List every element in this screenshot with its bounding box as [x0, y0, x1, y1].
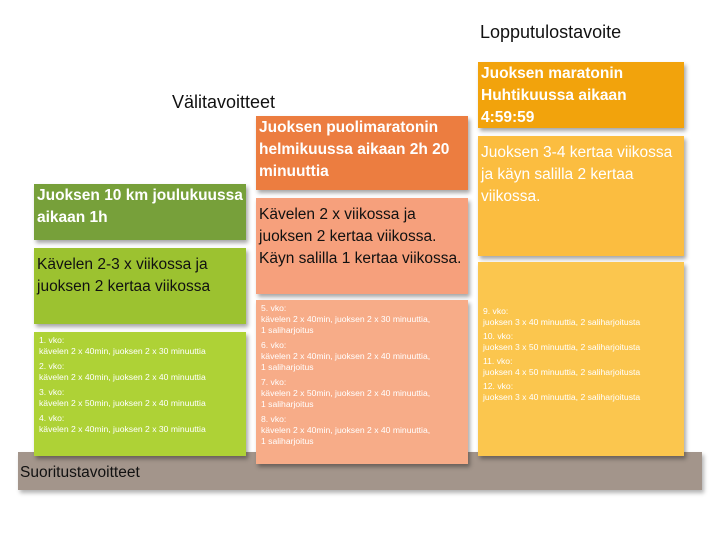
goal-2-description: Kävelen 2 x viikossa ja juoksen 2 kertaa viikossa. Käyn salilla 1 kertaa viikossa.: [256, 198, 468, 294]
final-goal-heading: Lopputulostavoite: [480, 22, 622, 42]
week-text: kävelen 2 x 40min, juoksen 2 x 30 minuuttia: [39, 424, 206, 434]
week-label: 3. vko:: [39, 387, 65, 397]
week-item: [261, 303, 464, 336]
week-label: 2. vko:: [39, 361, 65, 371]
goal-2-weekly-plan: [256, 300, 468, 464]
week-label: 7. vko:: [261, 377, 287, 387]
goal-3-title: Juoksen maratonin Huhtikuussa aikaan 4:59:59: [478, 62, 684, 128]
goal-1-title: Juoksen 10 km joulukuussa aikaan 1h: [34, 184, 246, 240]
week-label: 9. vko:: [483, 306, 509, 316]
week-text: juoksen 3 x 40 minuuttia, 2 saliharjoitusta: [483, 317, 641, 327]
goal-2-title: Juoksen puolimaratonin helmikuussa aikaan 2h 20 minuuttia: [256, 116, 468, 190]
week-text: kävelen 2 x 40min, juoksen 2 x 40 minuuttia,: [261, 425, 431, 435]
baseline-label: Suoritustavoitteet: [20, 464, 140, 481]
intermediate-goals-heading: Välitavoitteet: [172, 92, 276, 112]
week-text-continued: 1 saliharjoitus: [261, 325, 314, 335]
goal-3-description: Juoksen 3-4 kertaa viikossa ja käyn salilla 2 kertaa viikossa.: [478, 136, 684, 256]
week-item: [39, 413, 242, 435]
week-text: kävelen 2 x 40min, juoksen 2 x 40 minuuttia,: [261, 351, 431, 361]
week-item: [483, 331, 680, 353]
week-item: [39, 387, 242, 409]
week-text: juoksen 4 x 50 minuuttia, 2 saliharjoitusta: [483, 367, 641, 377]
week-label: 5. vko:: [261, 303, 287, 313]
week-item: [483, 306, 680, 328]
week-label: 6. vko:: [261, 340, 287, 350]
week-text: kävelen 2 x 50min, juoksen 2 x 40 minuuttia,: [261, 388, 431, 398]
goal-1-weekly-plan: [34, 332, 246, 456]
week-label: 1. vko:: [39, 335, 65, 345]
goal-3-weekly-plan: [478, 262, 684, 456]
week-text-continued: 1 saliharjoitus: [261, 362, 314, 372]
week-label: 8. vko:: [261, 414, 287, 424]
week-item: [261, 377, 464, 410]
week-text: kävelen 2 x 50min, juoksen 2 x 40 minuuttia: [39, 398, 206, 408]
week-item: [483, 356, 680, 378]
week-text: kävelen 2 x 40min, juoksen 2 x 30 minuuttia: [39, 346, 206, 356]
week-text-continued: 1 saliharjoitus: [261, 399, 314, 409]
week-text: juoksen 3 x 40 minuuttia, 2 saliharjoitusta: [483, 392, 641, 402]
week-text: kävelen 2 x 40min, juoksen 2 x 40 minuuttia: [39, 372, 206, 382]
week-label: 12. vko:: [483, 381, 514, 391]
week-label: 4. vko:: [39, 413, 65, 423]
week-text: kävelen 2 x 40min, juoksen 2 x 30 minuuttia,: [261, 314, 431, 324]
week-label: 11. vko:: [483, 356, 513, 366]
week-item: [483, 381, 680, 403]
week-item: [261, 414, 464, 447]
goal-1-description: Kävelen 2-3 x viikossa ja juoksen 2 kertaa viikossa: [34, 248, 246, 324]
week-item: [39, 361, 242, 383]
week-label: 10. vko:: [483, 331, 514, 341]
week-text-continued: 1 saliharjoitus: [261, 436, 314, 446]
week-item: [261, 340, 464, 373]
week-item: [39, 335, 242, 357]
week-text: juoksen 3 x 50 minuuttia, 2 saliharjoitusta: [483, 342, 641, 352]
